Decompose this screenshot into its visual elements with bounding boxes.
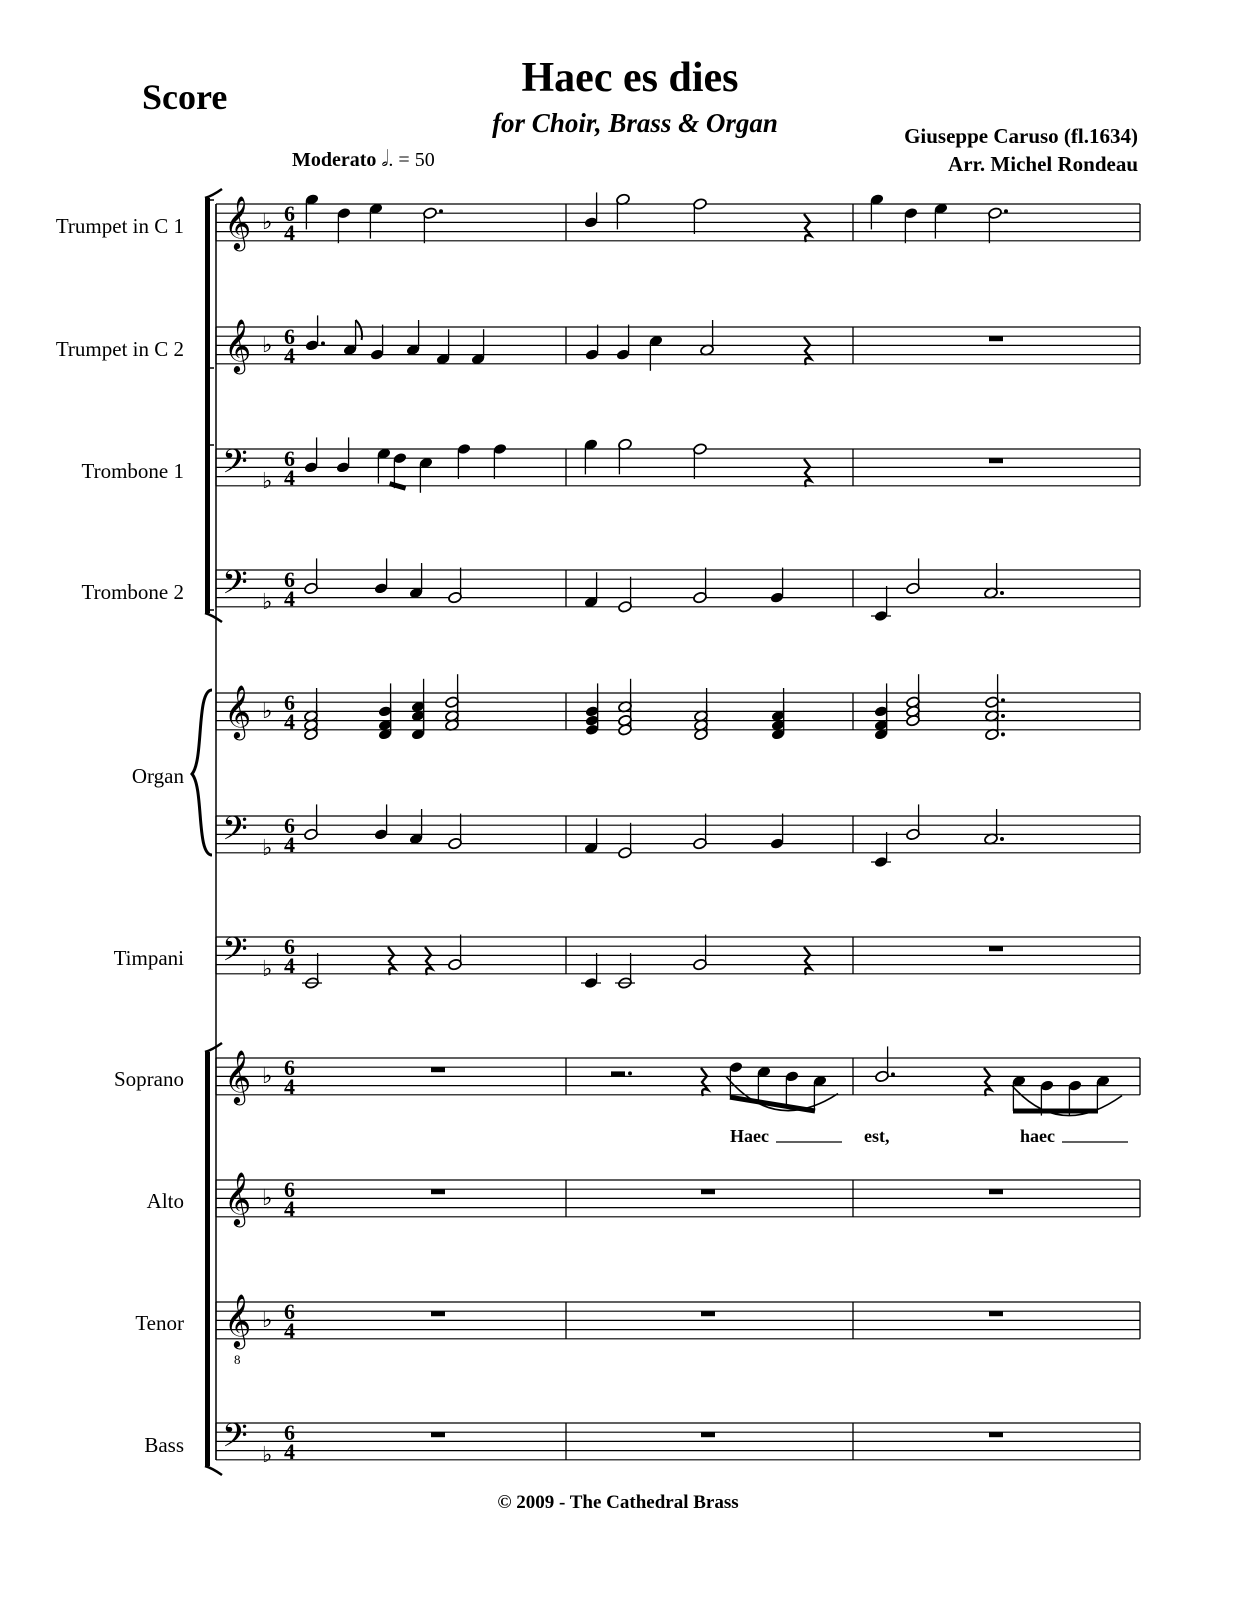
note bbox=[693, 814, 708, 850]
staff-label-tenor: Tenor bbox=[135, 1311, 184, 1335]
organ-brace bbox=[192, 690, 212, 855]
time-signature-numerator: 6 bbox=[284, 446, 295, 471]
quarter-rest-icon bbox=[388, 947, 395, 975]
note-dot bbox=[891, 1072, 895, 1076]
time-signature-numerator: 6 bbox=[284, 201, 295, 226]
bass-clef-icon: 𝄢 bbox=[222, 810, 248, 856]
note bbox=[423, 207, 443, 243]
flat-icon: ♭ bbox=[262, 1186, 273, 1211]
lyric-syllable: Haec bbox=[730, 1126, 769, 1146]
note bbox=[1096, 1075, 1111, 1111]
staff-label-trumpet-2: Trumpet in C 2 bbox=[55, 337, 184, 361]
quarter-rest-icon bbox=[984, 1068, 991, 1096]
note bbox=[693, 568, 708, 604]
score-label: Score bbox=[142, 77, 228, 117]
flat-icon: ♭ bbox=[262, 1308, 273, 1333]
copyright-notice: © 2009 - The Cathedral Brass bbox=[497, 1492, 739, 1513]
whole-rest-icon bbox=[989, 946, 1003, 951]
note bbox=[584, 192, 599, 228]
note bbox=[988, 207, 1008, 243]
note bbox=[471, 329, 486, 365]
note bbox=[584, 818, 599, 854]
time-signature-numerator: 6 bbox=[284, 1420, 295, 1445]
staff-bracket-hook bbox=[205, 189, 222, 198]
arranger-credit: Arr. Michel Rondeau bbox=[948, 152, 1138, 176]
note bbox=[870, 193, 885, 229]
note bbox=[370, 325, 385, 361]
note bbox=[616, 193, 631, 229]
note bbox=[374, 804, 389, 840]
dotted-half-rest-icon bbox=[611, 1071, 625, 1076]
note bbox=[448, 568, 463, 604]
staff-label-soprano: Soprano bbox=[114, 1067, 184, 1091]
whole-rest-icon bbox=[989, 336, 1003, 341]
note bbox=[984, 809, 1004, 845]
staff-bracket bbox=[205, 1052, 210, 1466]
note bbox=[302, 953, 322, 989]
time-signature-numerator: 6 bbox=[284, 690, 295, 715]
note bbox=[904, 207, 919, 243]
staff-label-organ: Organ bbox=[131, 764, 184, 788]
note bbox=[584, 438, 599, 474]
note bbox=[700, 320, 715, 356]
flat-icon: ♭ bbox=[262, 469, 273, 494]
note bbox=[369, 202, 384, 238]
whole-rest-icon bbox=[989, 1189, 1003, 1194]
note bbox=[770, 568, 785, 604]
note bbox=[934, 202, 949, 238]
note bbox=[693, 935, 708, 971]
note bbox=[377, 447, 392, 483]
time-signature-denominator: 4 bbox=[284, 1196, 295, 1221]
note bbox=[406, 320, 421, 356]
time-signature-numerator: 6 bbox=[284, 1055, 295, 1080]
treble-clef-icon: 𝄞 bbox=[224, 684, 252, 738]
note bbox=[304, 804, 319, 840]
time-signature-numerator: 6 bbox=[284, 1177, 295, 1202]
quarter-rest-icon bbox=[701, 1068, 708, 1096]
octave-marker: 8 bbox=[234, 1352, 241, 1367]
whole-rest-icon bbox=[701, 1311, 715, 1316]
note bbox=[871, 586, 891, 622]
time-signature-numerator: 6 bbox=[284, 324, 295, 349]
note-flag bbox=[356, 320, 362, 340]
whole-rest-icon bbox=[431, 1432, 445, 1437]
quarter-rest-icon bbox=[804, 337, 811, 365]
note bbox=[337, 207, 352, 243]
time-signature-denominator: 4 bbox=[284, 1318, 295, 1343]
time-signature-numerator: 6 bbox=[284, 1299, 295, 1324]
quarter-rest-icon bbox=[804, 459, 811, 487]
note-dot bbox=[1000, 837, 1004, 841]
time-signature-denominator: 4 bbox=[284, 953, 295, 978]
staff-label-timpani: Timpani bbox=[113, 946, 184, 970]
note-beam bbox=[390, 484, 406, 489]
note bbox=[409, 809, 424, 845]
treble-clef-icon: 𝄞 bbox=[224, 1171, 252, 1225]
note-dot bbox=[439, 209, 443, 213]
time-signature-denominator: 4 bbox=[284, 220, 295, 245]
note-dot bbox=[628, 1071, 632, 1075]
note bbox=[985, 704, 1005, 740]
note-dot bbox=[321, 341, 325, 345]
piece-subtitle: for Choir, Brass & Organ bbox=[492, 108, 778, 138]
lyric-syllable: est, bbox=[864, 1126, 890, 1146]
note bbox=[906, 804, 921, 840]
staff-label-trumpet-1: Trumpet in C 1 bbox=[55, 214, 184, 238]
note bbox=[785, 1070, 800, 1106]
time-signature-numerator: 6 bbox=[284, 934, 295, 959]
quarter-rest-icon bbox=[804, 214, 811, 242]
note bbox=[304, 437, 319, 473]
time-signature-denominator: 4 bbox=[284, 343, 295, 368]
note-dot bbox=[1004, 209, 1008, 213]
note-dot bbox=[1001, 732, 1005, 736]
whole-rest-icon bbox=[701, 1432, 715, 1437]
note bbox=[757, 1066, 772, 1102]
whole-rest-icon bbox=[989, 1311, 1003, 1316]
dotted-half-note-icon: 𝅗𝅥 bbox=[381, 146, 389, 171]
staff-label-trombone-1: Trombone 1 bbox=[81, 459, 184, 483]
time-signature-numerator: 6 bbox=[284, 813, 295, 838]
whole-rest-icon bbox=[431, 1189, 445, 1194]
note-dot bbox=[1000, 591, 1004, 595]
time-signature-denominator: 4 bbox=[284, 1074, 295, 1099]
note bbox=[616, 325, 631, 361]
note bbox=[457, 443, 472, 479]
note bbox=[693, 443, 708, 479]
note bbox=[336, 437, 351, 473]
tempo-value: . = 50 bbox=[388, 149, 435, 171]
composer-credit: Giuseppe Caruso (fl.1634) bbox=[904, 124, 1138, 148]
note bbox=[305, 193, 320, 229]
whole-rest-icon bbox=[701, 1189, 715, 1194]
quarter-rest-icon bbox=[804, 947, 811, 975]
bass-clef-icon: 𝄢 bbox=[222, 443, 248, 489]
time-signature-denominator: 4 bbox=[284, 465, 295, 490]
bass-clef-icon: 𝄢 bbox=[222, 1417, 248, 1463]
time-signature-denominator: 4 bbox=[284, 586, 295, 611]
tempo-word: Moderato bbox=[292, 149, 377, 171]
note bbox=[693, 198, 708, 234]
time-signature-denominator: 4 bbox=[284, 832, 295, 857]
whole-rest-icon bbox=[431, 1067, 445, 1072]
note bbox=[436, 329, 451, 365]
whole-rest-icon bbox=[989, 1432, 1003, 1437]
staff-label-bass: Bass bbox=[144, 1433, 184, 1457]
note bbox=[618, 823, 633, 859]
note bbox=[343, 320, 362, 356]
note bbox=[618, 438, 633, 474]
staff-bracket-hook bbox=[205, 1043, 222, 1052]
quarter-rest-icon bbox=[425, 947, 432, 975]
note bbox=[409, 563, 424, 599]
note bbox=[770, 814, 785, 850]
note bbox=[305, 315, 325, 351]
lyric-syllable: haec bbox=[1020, 1126, 1055, 1146]
whole-rest-icon bbox=[431, 1311, 445, 1316]
note bbox=[618, 577, 633, 613]
note-dot bbox=[1001, 698, 1005, 702]
whole-rest-icon bbox=[989, 458, 1003, 463]
staff-label-alto: Alto bbox=[146, 1189, 184, 1213]
staff-label-trombone-2: Trombone 2 bbox=[81, 580, 184, 604]
flat-icon: ♭ bbox=[262, 590, 273, 615]
treble-clef-icon: 𝄞 bbox=[224, 1049, 252, 1103]
time-signature-numerator: 6 bbox=[284, 567, 295, 592]
piece-title: Haec es dies bbox=[521, 55, 739, 101]
flat-icon: ♭ bbox=[262, 836, 273, 861]
flat-icon: ♭ bbox=[262, 333, 273, 358]
note bbox=[374, 558, 389, 594]
note bbox=[875, 1046, 895, 1082]
note bbox=[615, 953, 635, 989]
flat-icon: ♭ bbox=[262, 1443, 273, 1468]
note bbox=[581, 953, 601, 989]
bass-clef-icon: 𝄢 bbox=[222, 931, 248, 977]
note bbox=[649, 335, 664, 371]
note bbox=[448, 814, 463, 850]
bass-clef-icon: 𝄢 bbox=[222, 564, 248, 610]
note bbox=[984, 563, 1004, 599]
staff-bracket-hook bbox=[205, 613, 222, 622]
note bbox=[585, 325, 600, 361]
flat-icon: ♭ bbox=[262, 210, 273, 235]
flat-icon: ♭ bbox=[262, 699, 273, 724]
flat-icon: ♭ bbox=[262, 957, 273, 982]
time-signature-denominator: 4 bbox=[284, 709, 295, 734]
note bbox=[419, 457, 434, 493]
note bbox=[448, 935, 463, 971]
treble-clef-icon: 𝄞 bbox=[224, 195, 252, 249]
flat-icon: ♭ bbox=[262, 1064, 273, 1089]
note bbox=[493, 443, 508, 479]
note bbox=[584, 572, 599, 608]
note bbox=[906, 558, 921, 594]
treble-clef-icon: 𝄞 bbox=[224, 318, 252, 372]
note bbox=[871, 832, 891, 868]
note bbox=[304, 558, 319, 594]
time-signature-denominator: 4 bbox=[284, 1439, 295, 1464]
staff-bracket-hook bbox=[205, 1466, 222, 1475]
note-dot bbox=[1001, 714, 1005, 718]
treble-clef-icon: 𝄞 bbox=[224, 1293, 252, 1347]
